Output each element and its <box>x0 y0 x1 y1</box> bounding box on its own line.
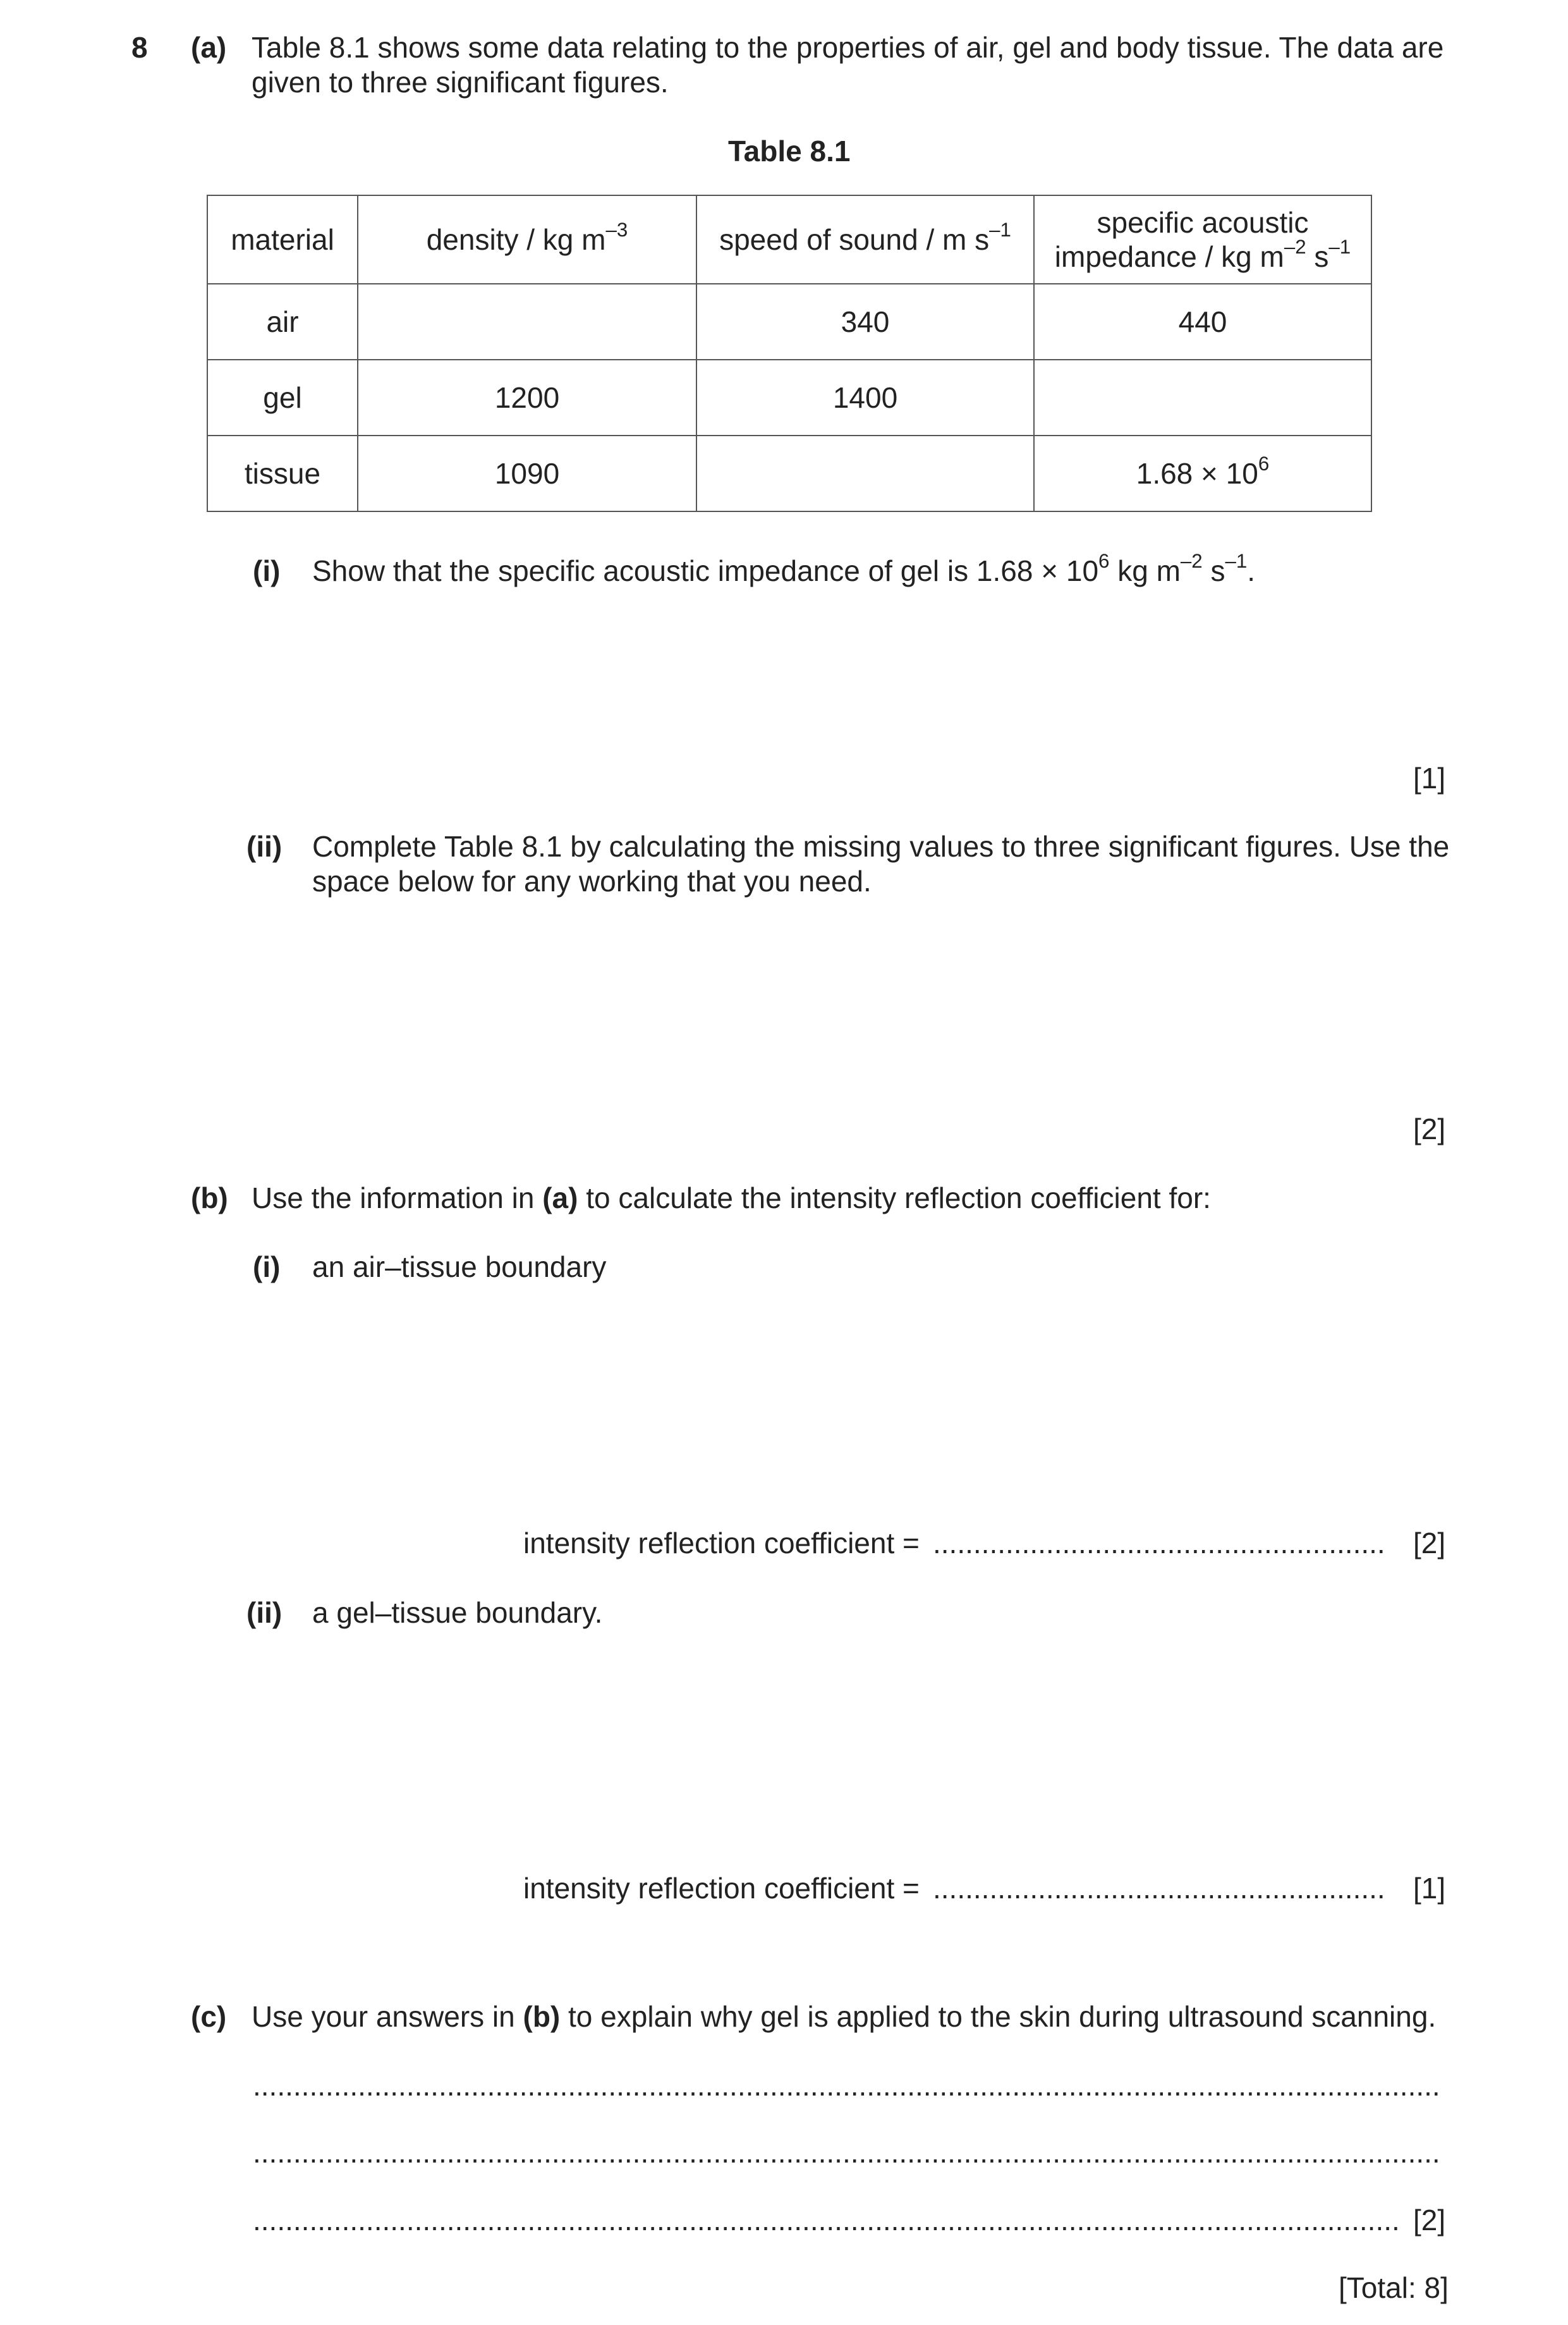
part-b-i-marks: [2] <box>1413 1527 1446 1559</box>
cell-density: 1090 <box>358 436 696 511</box>
part-b-i-answer-label: intensity reflection coefficient = <box>523 1527 920 1559</box>
part-a-text-line2: given to three significant figures. <box>252 66 669 99</box>
part-b-ii-text: a gel–tissue boundary. <box>312 1596 603 1629</box>
part-a-ii-marks: [2] <box>1413 1113 1446 1145</box>
cell-impedance: 440 <box>1034 284 1371 360</box>
table-row <box>207 360 1371 436</box>
header-speed: speed of sound / m $s^{-1}$ <box>696 195 1034 284</box>
part-b-ii-answer-label: intensity reflection coefficient = <box>523 1872 920 1905</box>
part-a-i-text: Show that the specific acoustic impedance of gel is $1.68 \times 10^6$ kg $m^{-2}$ $s^{-1}$. <box>312 549 1256 587</box>
cell-material: gel <box>207 360 358 436</box>
cell-impedance <box>1034 360 1371 436</box>
cell-material: tissue <box>207 436 358 511</box>
header-density: density / kg $m^{-3}$ <box>358 195 696 284</box>
part-b-ii-answer-field[interactable]: ........................................................ <box>933 1872 1385 1905</box>
header-material: material <box>207 195 358 284</box>
part-a-ii-text-line1: Complete Table 8.1 by calculating the missing values to three significant figures. Use the <box>312 830 1450 863</box>
part-c-marks: [2] <box>1413 2204 1446 2237</box>
cell-speed: 1400 <box>696 360 1034 436</box>
table-8-1 <box>207 195 1372 512</box>
part-c-label: (c) <box>191 2000 227 2033</box>
table-row <box>207 284 1371 360</box>
part-a-i-label: (i) <box>253 554 281 587</box>
table-title: Table 8.1 <box>728 135 851 168</box>
header-impedance: specific acoustic impedance / kg $m^{-2}$ $s^{-1}$ <box>1034 195 1371 284</box>
table-row <box>207 436 1371 511</box>
cell-speed <box>696 436 1034 511</box>
part-c-answer-line[interactable]: ................................................................................................................................................... <box>253 2136 1440 2169</box>
question-number: 8 <box>131 31 148 64</box>
part-b-ii-label: (ii) <box>246 1596 283 1629</box>
cell-density <box>358 284 696 360</box>
part-a-i-marks: [1] <box>1413 762 1446 795</box>
part-b-i-label: (i) <box>253 1250 281 1283</box>
part-b-ii-marks: [1] <box>1413 1872 1446 1905</box>
part-a-text-line1: Table 8.1 shows some data relating to the properties of air, gel and body tissue. The data are <box>252 31 1444 64</box>
part-c-answer-line[interactable]: ................................................................................................................................................... <box>253 2069 1440 2102</box>
part-c-text: Use your answers in (b) to explain why gel is applied to the skin during ultrasound scanning. <box>252 2000 1437 2033</box>
part-b-i-text: an air–tissue boundary <box>312 1250 607 1283</box>
cell-material: air <box>207 284 358 360</box>
part-a-ii-label: (ii) <box>246 830 283 863</box>
part-b-text: Use the information in (a) to calculate the intensity reflection coefficient for: <box>252 1181 1211 1214</box>
cell-speed: 340 <box>696 284 1034 360</box>
table-header-row <box>207 195 1371 284</box>
cell-density: 1200 <box>358 360 696 436</box>
part-b-label: (b) <box>191 1181 228 1214</box>
total-marks: [Total: 8] <box>1339 2271 1449 2304</box>
part-b-i-answer-field[interactable]: ........................................................ <box>933 1527 1385 1559</box>
part-a-label: (a) <box>191 31 227 64</box>
part-a-ii-text-line2: space below for any working that you need. <box>312 865 872 898</box>
part-c-answer-line[interactable]: .............................................................................................................................................. <box>253 2204 1400 2237</box>
cell-impedance: $1.68 \times 10^6$ <box>1034 436 1371 511</box>
